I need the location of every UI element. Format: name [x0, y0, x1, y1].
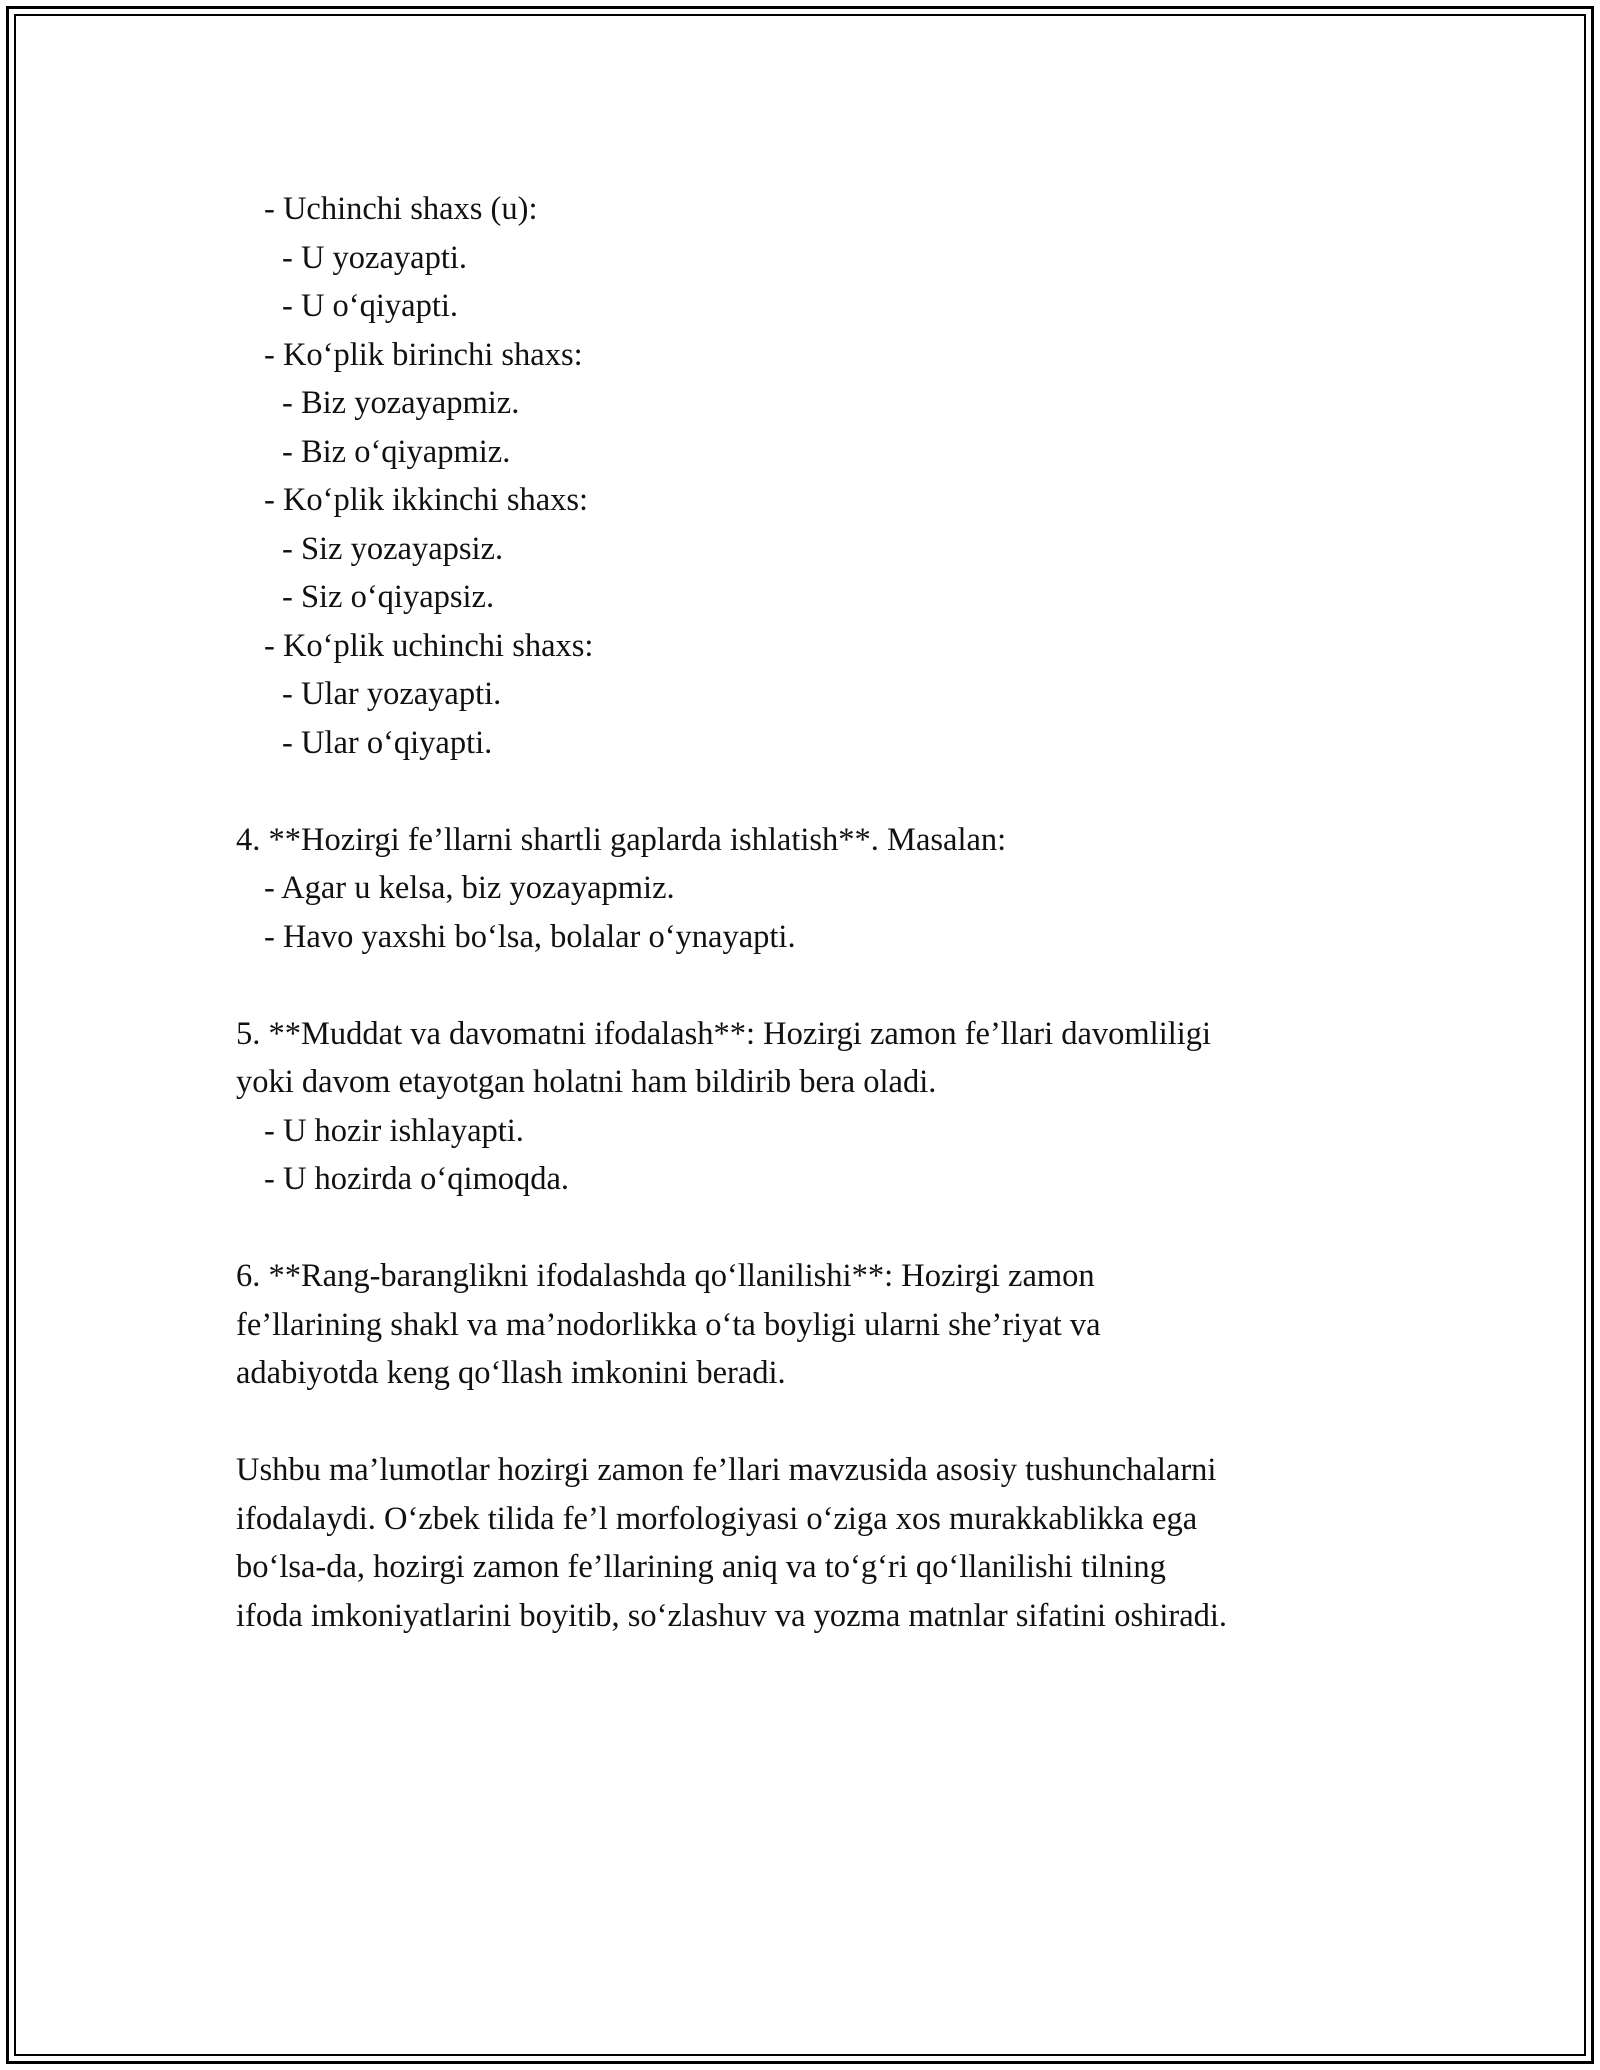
conjugation-label: - Ko‘plik ikkinchi shaxs:	[264, 482, 589, 518]
conjugation-list	[236, 185, 1426, 767]
conjugation-label: - Ko‘plik birinchi shaxs:	[264, 336, 583, 373]
section-text-line: 5. **Muddat va davomatni ifodalash**: Hozirgi zamon fe’llari davomliligi	[236, 1015, 1212, 1052]
section-example: - U hozirda o‘qimoqda.	[264, 1161, 570, 1197]
conclusion-text-line: bo‘lsa-da, hozirgi zamon fe’llarining aniq va to‘g‘ri qo‘llanilishi tilning	[236, 1549, 1166, 1585]
list-item	[236, 622, 1426, 768]
conclusion-text-line: ifoda imkoniyatlarini boyitib, so‘zlashuv va yozma matnlar sifatini oshiradi.	[236, 1597, 1228, 1634]
paragraph-gap	[236, 961, 1426, 1010]
section-4	[236, 816, 1426, 962]
section-example: - Havo yaxshi bo‘lsa, bolalar o‘ynayapti.	[264, 918, 796, 955]
conjugation-label: - Uchinchi shaxs (u):	[264, 191, 538, 227]
conclusion-text-line: ifodalaydi. O‘zbek tilida fe’l morfologiyasi o‘ziga xos murakkablikka ega	[236, 1500, 1198, 1537]
list-item	[236, 331, 1426, 477]
conjugation-example: - Ular yozayapti.	[282, 676, 502, 712]
section-text-line: adabiyotda keng qo‘llash imkonini beradi.	[236, 1355, 786, 1391]
conclusion-paragraph	[236, 1446, 1426, 1640]
conjugation-example: - U o‘qiyapti.	[282, 288, 459, 324]
section-text-line: 6. **Rang-baranglikni ifodalashda qo‘llanilishi**: Hozirgi zamon	[236, 1258, 1095, 1294]
list-item	[236, 185, 1426, 331]
section-5	[236, 1010, 1426, 1204]
paragraph-gap	[236, 1204, 1426, 1253]
list-item	[236, 476, 1426, 622]
section-text-line: yoki davom etayotgan holatni ham bildirib bera oladi.	[236, 1064, 937, 1100]
section-example: - U hozir ishlayapti.	[264, 1112, 524, 1149]
paragraph-gap	[236, 1398, 1426, 1447]
section-6	[236, 1252, 1426, 1398]
document-body	[236, 185, 1426, 1640]
conjugation-example: - Biz o‘qiyapmiz.	[282, 433, 511, 470]
conjugation-label: - Ko‘plik uchinchi shaxs:	[264, 627, 594, 664]
paragraph-gap	[236, 767, 1426, 816]
conjugation-example: - U yozayapti.	[282, 239, 468, 276]
conjugation-example: - Biz yozayapmiz.	[282, 385, 520, 421]
conclusion-text-line: Ushbu ma’lumotlar hozirgi zamon fe’llari mavzusida asosiy tushunchalarni	[236, 1452, 1217, 1488]
section-example: - Agar u kelsa, biz yozayapmiz.	[264, 870, 675, 906]
conjugation-example: - Siz o‘qiyapsiz.	[282, 579, 495, 615]
conjugation-example: - Ular o‘qiyapti.	[282, 724, 493, 761]
section-heading: 4. **Hozirgi fe’llarni shartli gaplarda ishlatish**. Masalan:	[236, 821, 1007, 858]
conjugation-example: - Siz yozayapsiz.	[282, 530, 504, 567]
section-text-line: fe’llarining shakl va ma’nodorlikka o‘ta boyligi ularni she’riyat va	[236, 1306, 1101, 1343]
